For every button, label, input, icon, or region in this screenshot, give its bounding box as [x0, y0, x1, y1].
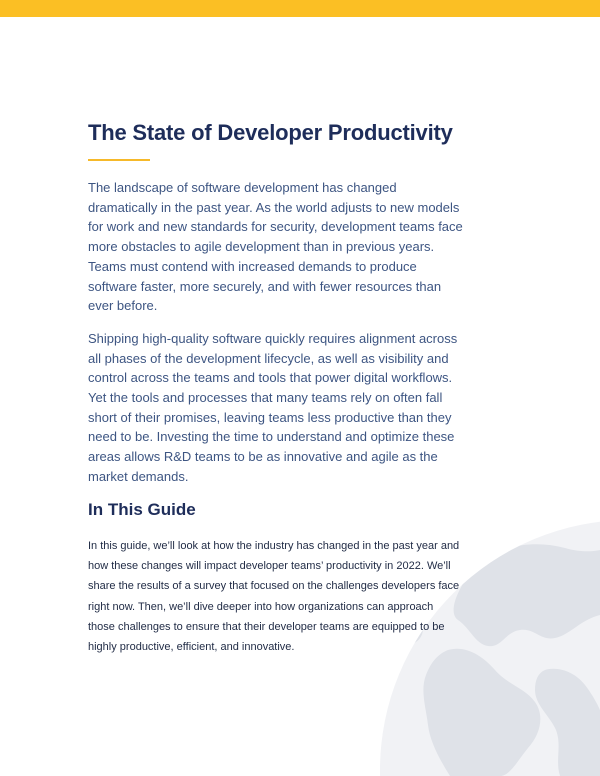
intro-paragraph-1: The landscape of software development has changed dramatically in the past year. As the world adjusts to new models for work and new standards for security, development teams face more obstacles to agile development than in previous years. Teams must contend with increased demands to produce software faster, more securely, and with fewer resources than ever before. — [88, 180, 463, 314]
intro-paragraph-2: Shipping high-quality software quickly requires alignment across all phases of the development lifecycle, as well as visibility and control across the teams and tools that power digital workflows. Yet the tools and processes that many teams rely on often fall short of their promises, leaving teams less productive than they need to be. Investing the time to understand and optimize these areas allows R&D teams to be as innovative and agile as the market demands. — [88, 330, 458, 484]
section-body: In this guide, we’ll look at how the industry has changed in the past year and how these changes will impact developer teams’ productivity in 2022. We’ll share the results of a survey that focused on the challenges developers face right now. Then, we’ll dive deeper into how organizations can approach those challenges to ensure that their developer teams are equipped to be highly productive, efficient, and innovative. — [88, 540, 460, 654]
intro-section — [88, 178, 466, 500]
title-underline — [88, 159, 150, 161]
top-accent-bar — [0, 0, 600, 17]
section-heading: In This Guide — [88, 500, 196, 519]
page-title: The State of Developer Productivity — [88, 120, 453, 145]
